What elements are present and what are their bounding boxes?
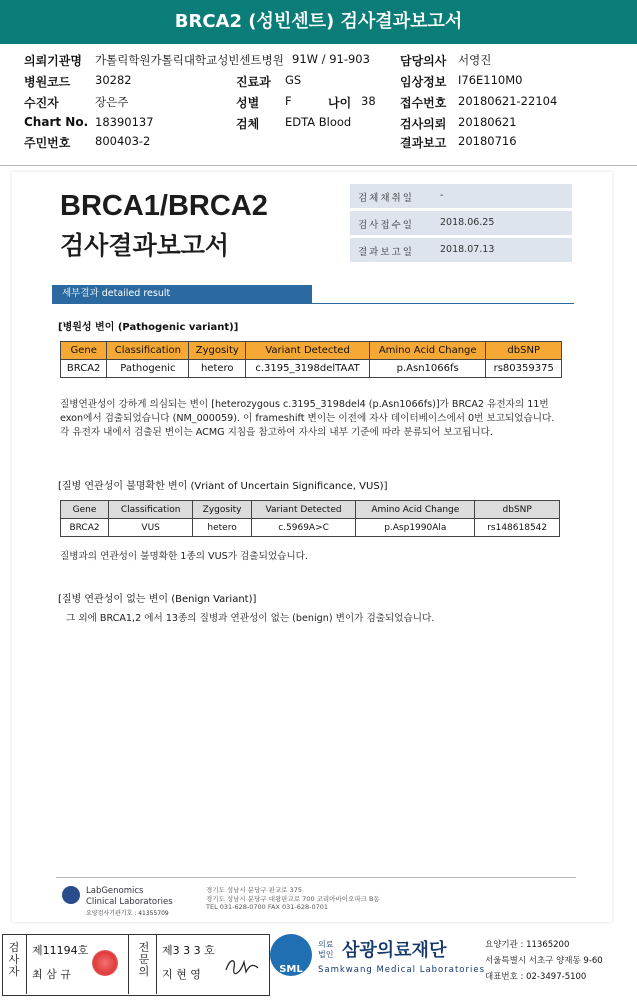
col-dbsnp: dbSNP [475, 501, 560, 519]
scanned-report [12, 172, 612, 922]
org-name: 삼광의료재단 [342, 940, 447, 961]
cell-zygosity: hetero [189, 360, 246, 378]
lab-footer [56, 877, 576, 918]
col-gene: Gene [61, 342, 107, 360]
report-main-title: BRCA1/BRCA2 [60, 190, 268, 222]
cell-gene: BRCA2 [61, 360, 107, 378]
dept-value: GS [285, 73, 302, 87]
benign-paragraph: 그 외에 BRCA1,2 에서 13종의 질병과 연관성이 없는 (benign) 변이가 검출되었습니다. [66, 613, 435, 624]
tester-name: 최 삼 규 [32, 968, 71, 981]
cell-classification: VUS [109, 519, 193, 537]
reviewer-name: 지 현 영 [162, 968, 201, 981]
vus-table [60, 500, 560, 537]
sml-logo-icon: SML [270, 934, 312, 976]
divider [26, 934, 27, 994]
resident-label: 주민번호 [24, 136, 71, 150]
table-row [61, 360, 562, 378]
col-amino: Amino Acid Change [356, 501, 475, 519]
summary-key: 검체채취일 [358, 193, 414, 204]
org-type [318, 940, 333, 960]
pathogenic-paragraph: 질병연관성이 강하게 의심되는 변이 [heterozygous c.3195_3198del4 (p.Asn1066fs)]가 BRCA2 유전자의 11번 exon에서 검출되었습니다 (NM_000059). 이 frameshift 변이는 이전에 자사 데이터베이스에서 0번 보고되었습니다. 각 유전자 내에서 검출된 변이는 ACMG 지침을 참고하여 자사의 내부 기준에 따라 분류되어 보고됩니다. [60, 399, 555, 438]
lab-name-line2: Clinical Laboratories [86, 897, 173, 907]
cell-variant: c.5969A>C [251, 519, 355, 537]
lab-phone: TEL 031-628-0700 FAX 031-628-0701 [206, 903, 329, 911]
reviewer-label: 전문의 [138, 941, 150, 978]
table-header-row [61, 342, 562, 360]
report-main-subtitle: 검사결과보고서 [60, 231, 230, 260]
divider [128, 934, 129, 994]
doctor-value: 서영진 [458, 53, 492, 67]
col-classification: Classification [109, 501, 193, 519]
lab-address-line2: 경기도 성남시 분당구 대왕판교로 700 코리아바이오파크 B동 [206, 894, 380, 903]
col-zygosity: Zygosity [189, 342, 246, 360]
summary-value: - [440, 190, 444, 201]
vus-paragraph: 질병과의 연관성이 불명확한 1종의 VUS가 검출되었습니다. [60, 551, 308, 562]
receiver-value: 장은주 [95, 95, 129, 109]
reviewer-number: 제3 3 3 호 [162, 944, 215, 957]
institution-value: 가톨릭학원가톨릭대학교성빈센트병원 [95, 53, 284, 67]
cell-gene: BRCA2 [61, 519, 109, 537]
chart-value: 18390137 [95, 115, 154, 129]
summary-key: 결과보고일 [358, 247, 414, 258]
receiver-label: 수진자 [24, 96, 59, 110]
sex-label: 성별 [236, 96, 260, 110]
org-address: 서울특별시 서초구 양재동 9-60 [485, 956, 603, 966]
seal-icon [92, 950, 118, 976]
summary-row [350, 238, 572, 262]
report-date-label: 결과보고 [400, 136, 447, 150]
doctor-label: 담당의사 [400, 54, 447, 68]
pathogenic-table [60, 341, 562, 378]
lab-code: 요양검사기관기호 : 41355709 [86, 910, 169, 917]
signature-footer [0, 932, 637, 1000]
summary-value: 2018.06.25 [440, 217, 495, 228]
chart-label: Chart No. [24, 115, 89, 129]
lab-name [86, 886, 173, 919]
org-phone: 대표번호 : 02-3497-5100 [485, 972, 587, 982]
pathogenic-heading: [병원성 변이 (Pathogenic variant)] [58, 322, 239, 333]
tab-underline [52, 303, 574, 304]
summary-row [350, 211, 572, 235]
col-gene: Gene [61, 501, 109, 519]
receipt-no-label: 접수번호 [400, 96, 447, 110]
dept-label: 진료과 [236, 75, 271, 89]
age-value: 38 [361, 94, 376, 108]
specimen-label: 검체 [236, 117, 260, 131]
report-title: BRCA2 (성빈센트) 검사결과보고서 [0, 0, 637, 44]
tester-label: 검사자 [8, 941, 20, 978]
summary-value: 2018.07.13 [440, 244, 495, 255]
request-label: 검사의뢰 [400, 117, 447, 131]
sex-value: F [285, 94, 292, 108]
cell-classification: Pathogenic [107, 360, 189, 378]
request-value: 20180621 [458, 115, 517, 129]
col-variant: Variant Detected [251, 501, 355, 519]
lab-address [206, 886, 380, 912]
vus-heading: [질병 연관성이 불명확한 변이 (Vriant of Uncertain Significance, VUS)] [58, 481, 388, 492]
hospital-code-label: 병원코드 [24, 75, 71, 89]
cell-amino: p.Asp1990Ala [356, 519, 475, 537]
org-code: 요양기관 : 11365200 [485, 940, 570, 950]
tester-number: 제11194호 [32, 944, 89, 957]
org-type-line2: 법인 [318, 950, 334, 959]
summary-key: 검사접수일 [358, 220, 414, 231]
col-dbsnp: dbSNP [486, 342, 562, 360]
lab-address-line1: 경기도 성남시 분당구 판교로 375 [206, 886, 303, 894]
table-row [61, 519, 560, 537]
cell-zygosity: hetero [193, 519, 252, 537]
table-header-row [61, 501, 560, 519]
col-classification: Classification [107, 342, 189, 360]
detailed-result-tab: 세부결과 detailed result [52, 285, 312, 303]
labgenomics-logo-icon [62, 886, 80, 904]
receipt-no-value: 20180621-22104 [458, 94, 558, 108]
clinical-label: 임상정보 [400, 75, 447, 89]
summary-box [350, 184, 572, 265]
divider [156, 934, 157, 994]
header-divider [0, 165, 637, 166]
cell-dbsnp: rs80359375 [486, 360, 562, 378]
institution-label: 의뢰기관명 [24, 54, 82, 68]
cell-dbsnp: rs148618542 [475, 519, 560, 537]
cell-amino: p.Asn1066fs [369, 360, 485, 378]
org-type-line1: 의료 [318, 940, 334, 949]
org-subtitle: Samkwang Medical Laboratories [318, 965, 486, 975]
signature-icon [222, 954, 262, 978]
report-date-value: 20180716 [458, 134, 517, 148]
age-label: 나이 [328, 96, 352, 110]
lab-name-line1: LabGenomics [86, 886, 144, 896]
col-zygosity: Zygosity [193, 501, 252, 519]
ward-value: 91W / 91-903 [292, 52, 370, 66]
cell-variant: c.3195_3198delTAAT [246, 360, 370, 378]
hospital-code-value: 30282 [95, 73, 132, 87]
resident-value: 800403-2 [95, 134, 151, 148]
col-variant: Variant Detected [246, 342, 370, 360]
col-amino: Amino Acid Change [369, 342, 485, 360]
specimen-value: EDTA Blood [285, 115, 352, 129]
benign-heading: [질병 연관성이 없는 변이 (Benign Variant)] [58, 594, 257, 605]
patient-info [0, 52, 637, 160]
clinical-value: I76E110M0 [458, 73, 523, 87]
summary-row [350, 184, 572, 208]
